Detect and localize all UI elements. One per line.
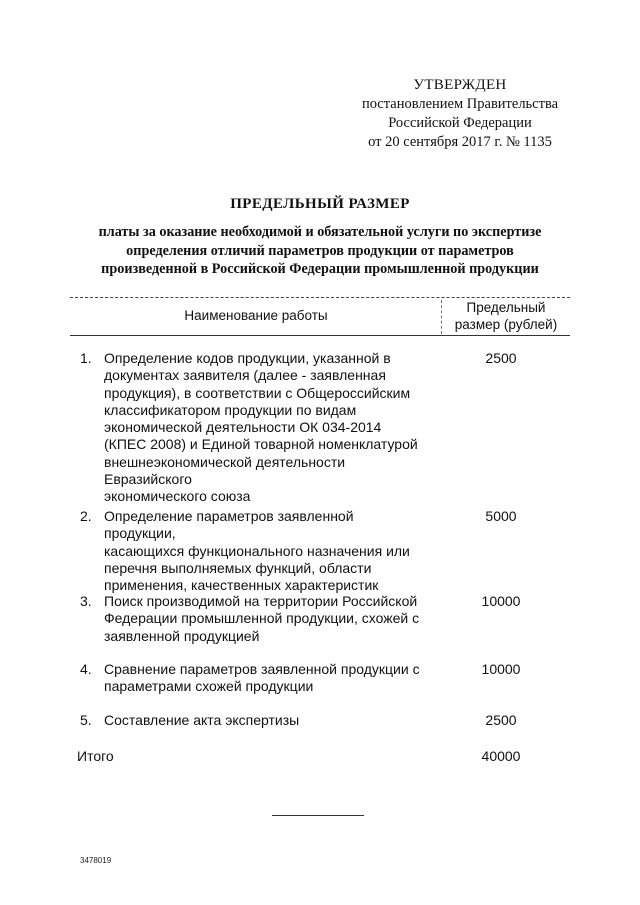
- row-description: [104, 593, 424, 645]
- table-header-rule: [70, 335, 570, 336]
- header-price-line: Предельный: [466, 300, 546, 315]
- total-label: Итого: [77, 748, 114, 764]
- row-price: 10000: [481, 661, 521, 677]
- approval-line-1: постановлением Правительства: [361, 96, 559, 112]
- header-price-line: размер (рублей): [454, 317, 558, 332]
- subtitle-line: платы за оказание необходимой и обязательной услуги по экспертизе: [98, 224, 542, 240]
- row-price: 10000: [481, 593, 521, 609]
- document-number: 3478019: [80, 856, 112, 865]
- row-number: 4.: [80, 661, 92, 677]
- approval-line-2: Российской Федерации: [388, 115, 532, 131]
- row-description-line: продукция), в соответствии с Общероссийским: [104, 384, 411, 401]
- row-description-line: Составление акта экспертизы: [104, 712, 300, 728]
- document-title: ПРЕДЕЛЬНЫЙ РАЗМЕР: [230, 196, 410, 212]
- row-description: [104, 712, 424, 729]
- row-number: 2.: [80, 508, 92, 524]
- row-description-line: Определение кодов продукции, указанной в: [104, 350, 391, 366]
- end-of-document-line: [272, 815, 364, 816]
- row-description-line: классификатором продукции по видам: [104, 401, 357, 418]
- row-description: [104, 661, 424, 696]
- row-description-line: экономического союза: [104, 488, 251, 505]
- total-value: 40000: [481, 748, 521, 764]
- row-description-line: применения, качественных характеристик: [104, 577, 379, 594]
- row-description-line: документах заявителя (далее - заявленная: [104, 367, 386, 384]
- row-description-line: заявленной продукцией: [104, 627, 260, 644]
- row-description-line: (КПЕС 2008) и Единой товарной номенклатурой: [104, 436, 418, 453]
- header-column-separator: [441, 300, 442, 334]
- row-description-line: параметрами схожей продукции: [104, 678, 314, 695]
- header-name-column: Наименование работы: [184, 308, 328, 323]
- table-top-rule: [70, 297, 570, 298]
- row-description-line: экономической деятельности ОК 034-2014: [104, 419, 382, 436]
- row-description-line: внешнеэкономической деятельности Евразийского: [104, 453, 346, 488]
- row-description-line: касающихся функционального назначения или: [104, 542, 410, 559]
- approval-heading: УТВЕРЖДЕН: [413, 77, 507, 93]
- subtitle-line: произведенной в Российской Федерации промышленной продукции: [101, 261, 539, 277]
- row-number: 1.: [80, 350, 92, 366]
- row-description-line: перечня выполняемых функций, области: [104, 559, 372, 576]
- row-price: 2500: [485, 712, 517, 728]
- approval-block: [330, 76, 590, 152]
- document-subtitle: [60, 223, 580, 279]
- header-price-column: [446, 299, 566, 333]
- row-number: 3.: [80, 593, 92, 609]
- row-description-line: Определение параметров заявленной продукции,: [104, 508, 354, 542]
- row-description: [104, 350, 424, 506]
- row-description-line: Поиск производимой на территории Российской: [104, 593, 418, 609]
- row-description-line: Федерации промышленной продукции, схожей с: [104, 610, 420, 627]
- row-number: 5.: [80, 712, 92, 728]
- subtitle-line: определения отличий параметров продукции от параметров: [126, 242, 514, 259]
- row-description: [104, 508, 424, 594]
- row-price: 5000: [485, 508, 517, 524]
- row-description-line: Сравнение параметров заявленной продукции с: [104, 661, 420, 677]
- approval-line-3: от 20 сентября 2017 г. № 1135: [368, 134, 552, 150]
- row-price: 2500: [485, 350, 517, 366]
